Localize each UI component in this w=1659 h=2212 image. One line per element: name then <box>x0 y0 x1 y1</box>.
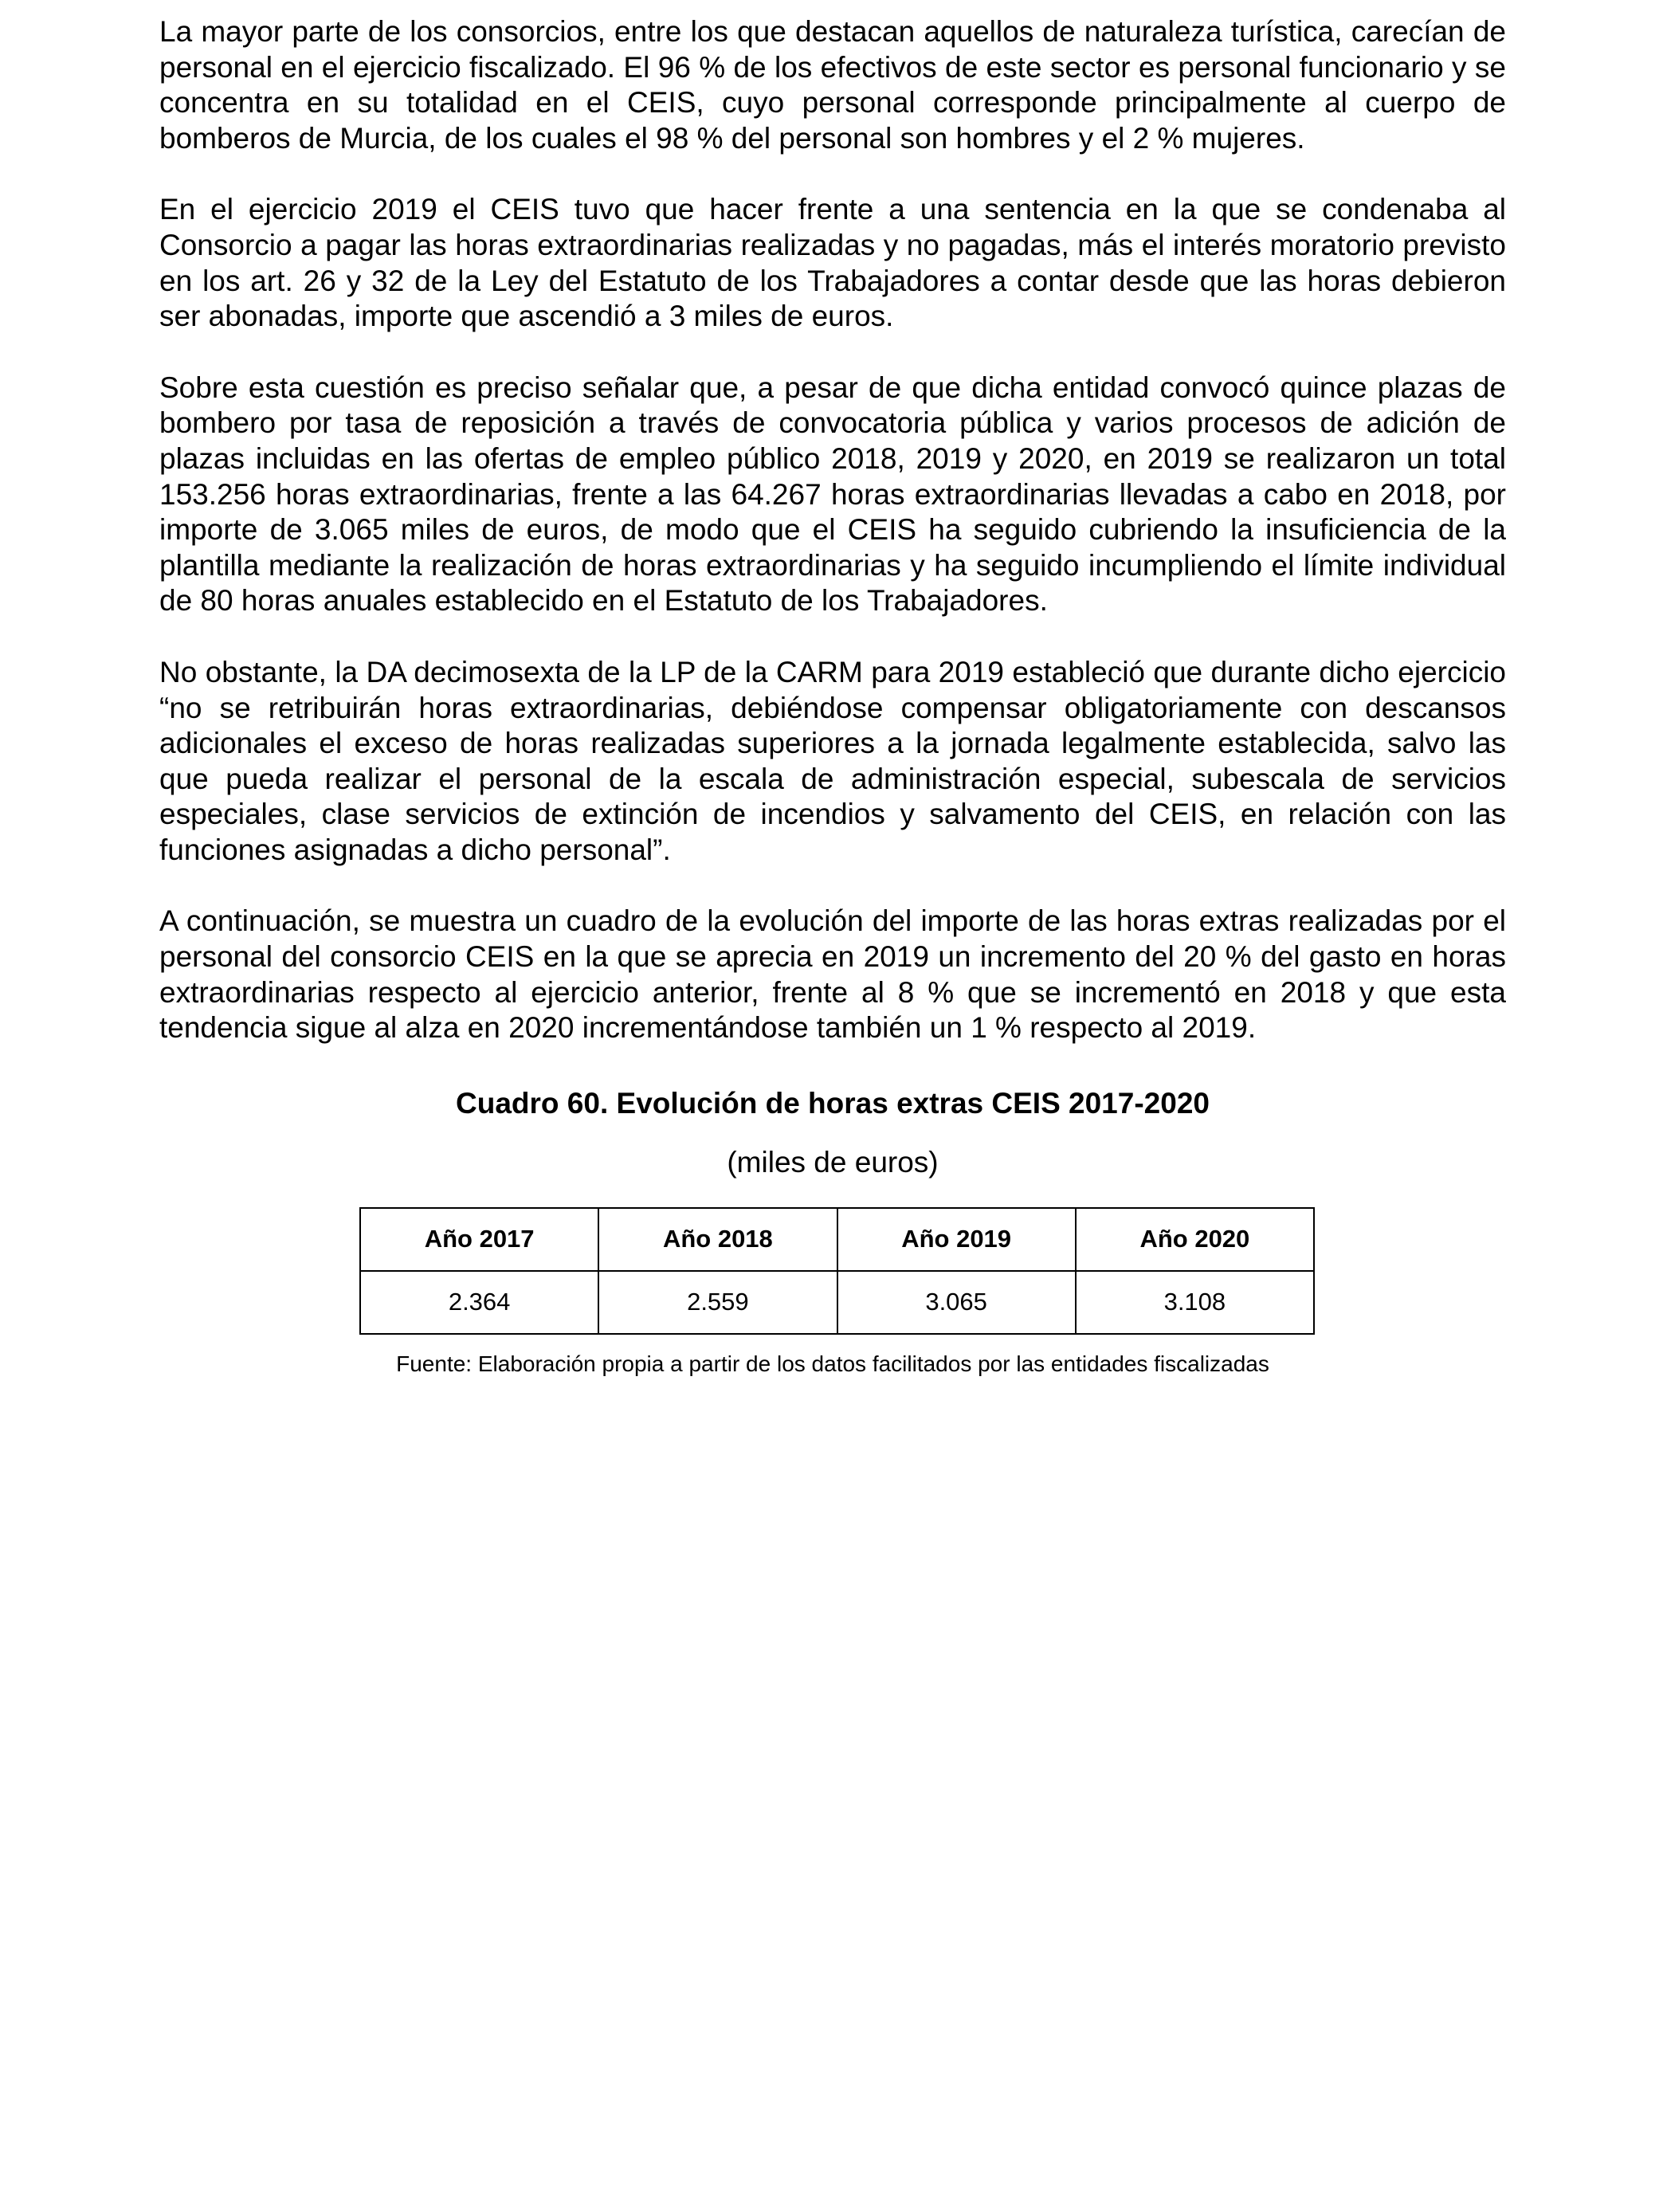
table-unit: (miles de euros) <box>727 1145 939 1179</box>
table-header-row <box>360 1208 1314 1271</box>
table-title: Cuadro 60. Evolución de horas extras CEIS 2017-2020 <box>456 1086 1210 1120</box>
document-page <box>159 14 1506 1378</box>
paragraph-da-decimosexta: No obstante, la DA decimosexta de la LP de la CARM para 2019 estableció que durante dicho ejercicio “no se retribuirán horas extraordinarias, debiéndose compensar obligatoriamente con descansos adicionales el exceso de horas realizadas superiores a la jornada legalmente establecida, salvo las que pueda realizar el personal de la escala de administración especial, subescala de servicios especiales, clase servicios de extinción de incendios y salvamento del CEIS, en relación con las funciones asignadas a dicho personal”. <box>159 655 1506 866</box>
header-cell-2018: Año 2018 <box>598 1208 837 1271</box>
header-cell-2017: Año 2017 <box>360 1208 598 1271</box>
header-cell-2020: Año 2020 <box>1076 1208 1314 1271</box>
value-cell-2019: 3.065 <box>837 1271 1076 1334</box>
paragraph-horas-extraordinarias: Sobre esta cuestión es preciso señalar que, a pesar de que dicha entidad convocó quince plazas de bombero por tasa de reposición a través de convocatoria pública y varios procesos de adición de plazas incluidas en las ofertas de empleo público 2018, 2019 y 2020, en 2019 se realizaron un total 153.256 horas extraordinarias, frente a las 64.267 horas extraordinarias llevadas a cabo en 2018, por importe de 3.065 miles de euros, de modo que el CEIS ha seguido cubriendo la insuficiencia de la plantilla mediante la realización de horas extraordinarias y ha seguido incumpliendo el límite individual de 80 horas anuales establecido en el Estatuto de los Trabajadores. <box>159 371 1506 618</box>
value-cell-2018: 2.559 <box>598 1271 837 1334</box>
paragraph-evolucion-importe: A continuación, se muestra un cuadro de la evolución del importe de las horas extras realizadas por el personal del consorcio CEIS en la que se aprecia en 2019 un incremento del 20 % del gasto en horas extraordinarias respecto al ejercicio anterior, frente al 8 % que se incrementó en 2018 y que esta tendencia sigue al alza en 2020 incrementándose también un 1 % respecto al 2019. <box>159 904 1506 1045</box>
value-cell-2017: 2.364 <box>360 1271 598 1334</box>
table-source-note: Fuente: Elaboración propia a partir de los datos facilitados por las entidades fiscalizadas <box>396 1351 1269 1376</box>
overtime-table <box>359 1207 1315 1335</box>
header-cell-2019: Año 2019 <box>837 1208 1076 1271</box>
value-cell-2020: 3.108 <box>1076 1271 1314 1334</box>
paragraph-sentencia-ceis: En el ejercicio 2019 el CEIS tuvo que hacer frente a una sentencia en la que se condenaba al Consorcio a pagar las horas extraordinarias realizadas y no pagadas, más el interés moratorio previsto en los art. 26 y 32 de la Ley del Estatuto de los Trabajadores a contar desde que las horas debieron ser abonadas, importe que ascendió a 3 miles de euros. <box>159 193 1506 333</box>
table-row <box>360 1271 1314 1334</box>
paragraph-personal-consorcios: La mayor parte de los consorcios, entre los que destacan aquellos de naturaleza turística, carecían de personal en el ejercicio fiscalizado. El 96 % de los efectivos de este sector es personal funcionario y se concentra en su totalidad en el CEIS, cuyo personal corresponde principalmente al cuerpo de bomberos de Murcia, de los cuales el 98 % del personal son hombres y el 2 % mujeres. <box>159 15 1506 155</box>
